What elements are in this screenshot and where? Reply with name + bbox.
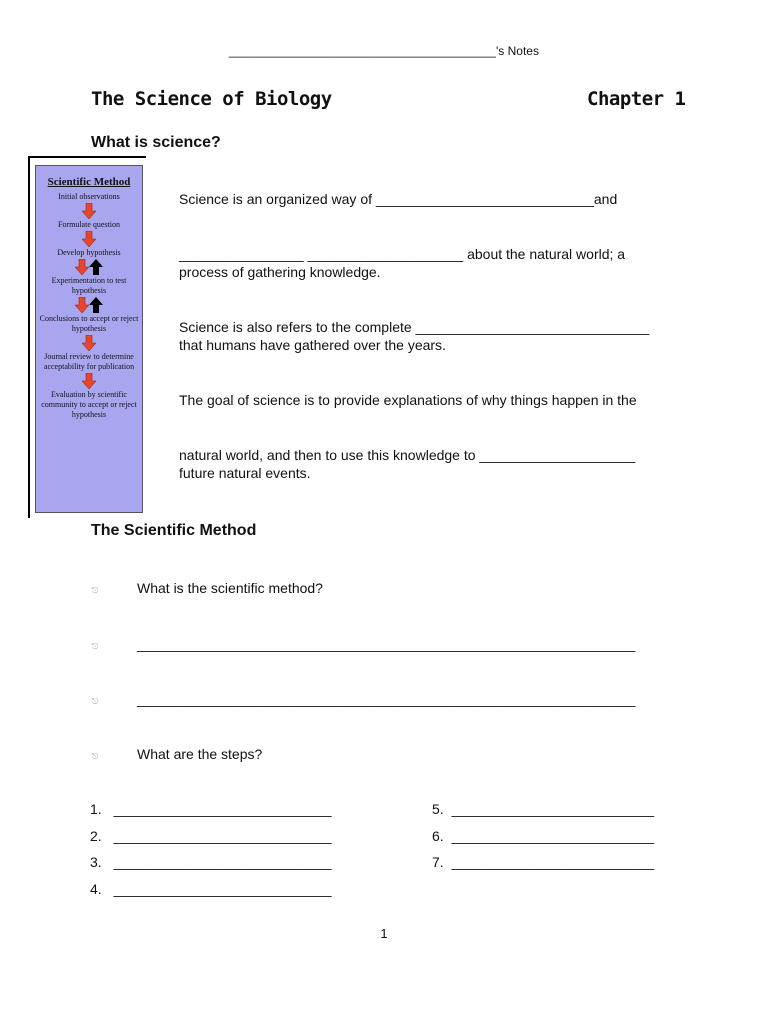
up-arrow-icon [89, 297, 103, 313]
paragraph-line: Science is also refers to the complete ______________________________ [179, 319, 650, 335]
step-item [90, 880, 332, 898]
step-blank: ____________________________ [113, 881, 332, 897]
down-arrow-icon [82, 373, 96, 389]
flowchart-step: Experimentation to test hypothesis [51, 276, 127, 295]
flowchart-arrow [82, 372, 96, 390]
step-item [432, 827, 654, 845]
flowchart-step: Initial observations [58, 192, 120, 201]
paragraph-line: future natural events. [179, 465, 311, 481]
answer-blank-line: ________________________________________________________________ [137, 691, 636, 707]
flowchart-arrow [82, 230, 96, 248]
paragraph-line: process of gathering knowledge. [179, 264, 381, 280]
bullet-icon: ⎋ [92, 586, 99, 595]
scientific-method-flowchart [35, 165, 143, 513]
flowchart-step: Formulate question [58, 220, 120, 229]
step-blank: ____________________________ [113, 801, 332, 817]
flowchart-step: Develop hypothesis [57, 248, 121, 257]
bullet-icon: ⎋ [92, 697, 99, 706]
page-number: 1 [380, 926, 388, 941]
down-arrow-icon [75, 259, 89, 275]
step-number: 1. [90, 801, 102, 817]
step-blank: ____________________________ [113, 854, 332, 870]
down-arrow-icon [82, 335, 96, 351]
step-item [432, 800, 654, 818]
step-number: 7. [432, 854, 444, 870]
bullet-icon: ⎋ [92, 642, 99, 651]
step-number: 4. [90, 881, 102, 897]
up-arrow-icon [89, 259, 103, 275]
step-blank: ____________________________ [113, 828, 332, 844]
question-text: What are the steps? [137, 746, 263, 762]
flowchart-title: Scientific Method [47, 176, 131, 188]
page-title: The Science of Biology [91, 88, 332, 110]
step-number: 2. [90, 828, 102, 844]
paragraph-line: that humans have gathered over the years. [179, 337, 446, 353]
chapter-title: Chapter 1 [587, 88, 686, 110]
flowchart-arrow [82, 334, 96, 352]
step-item [90, 800, 332, 818]
step-number: 6. [432, 828, 444, 844]
sidebar-frame-top [28, 156, 146, 158]
down-arrow-icon [75, 297, 89, 313]
answer-blank-line: ________________________________________________________________ [137, 636, 636, 652]
flowchart-arrow-pair [75, 296, 103, 314]
down-arrow-icon [82, 231, 96, 247]
section-heading-what-is-science: What is science? [91, 134, 221, 151]
step-blank: __________________________ [451, 828, 655, 844]
step-number: 3. [90, 854, 102, 870]
step-item [90, 827, 332, 845]
flowchart-step: Conclusions to accept or reject hypothesis [39, 314, 139, 333]
notes-header: ________________________________________'s Notes [229, 44, 539, 58]
step-blank: __________________________ [451, 854, 655, 870]
step-number: 5. [432, 801, 444, 817]
flowchart-step: Evaluation by scientific community to accept or reject hypothesis [41, 390, 137, 419]
paragraph-line: The goal of science is to provide explanations of why things happen in the [179, 392, 637, 408]
down-arrow-icon [82, 203, 96, 219]
question-text: What is the scientific method? [137, 580, 323, 596]
paragraph-line: ________________ ____________________ about the natural world; a [179, 246, 626, 262]
section-heading-scientific-method: The Scientific Method [91, 522, 257, 539]
flowchart-step: Journal review to determine acceptability for publication [43, 352, 135, 371]
paragraph-line: Science is an organized way of ____________________________and [179, 191, 618, 207]
flowchart-arrow [82, 202, 96, 220]
step-item [432, 853, 654, 871]
step-blank: __________________________ [451, 801, 655, 817]
flowchart-arrow-pair [75, 258, 103, 276]
paragraph-line: natural world, and then to use this knowledge to ____________________ [179, 447, 636, 463]
step-item [90, 853, 332, 871]
sidebar-frame-left [28, 156, 30, 518]
bullet-icon: ⎋ [92, 752, 99, 761]
